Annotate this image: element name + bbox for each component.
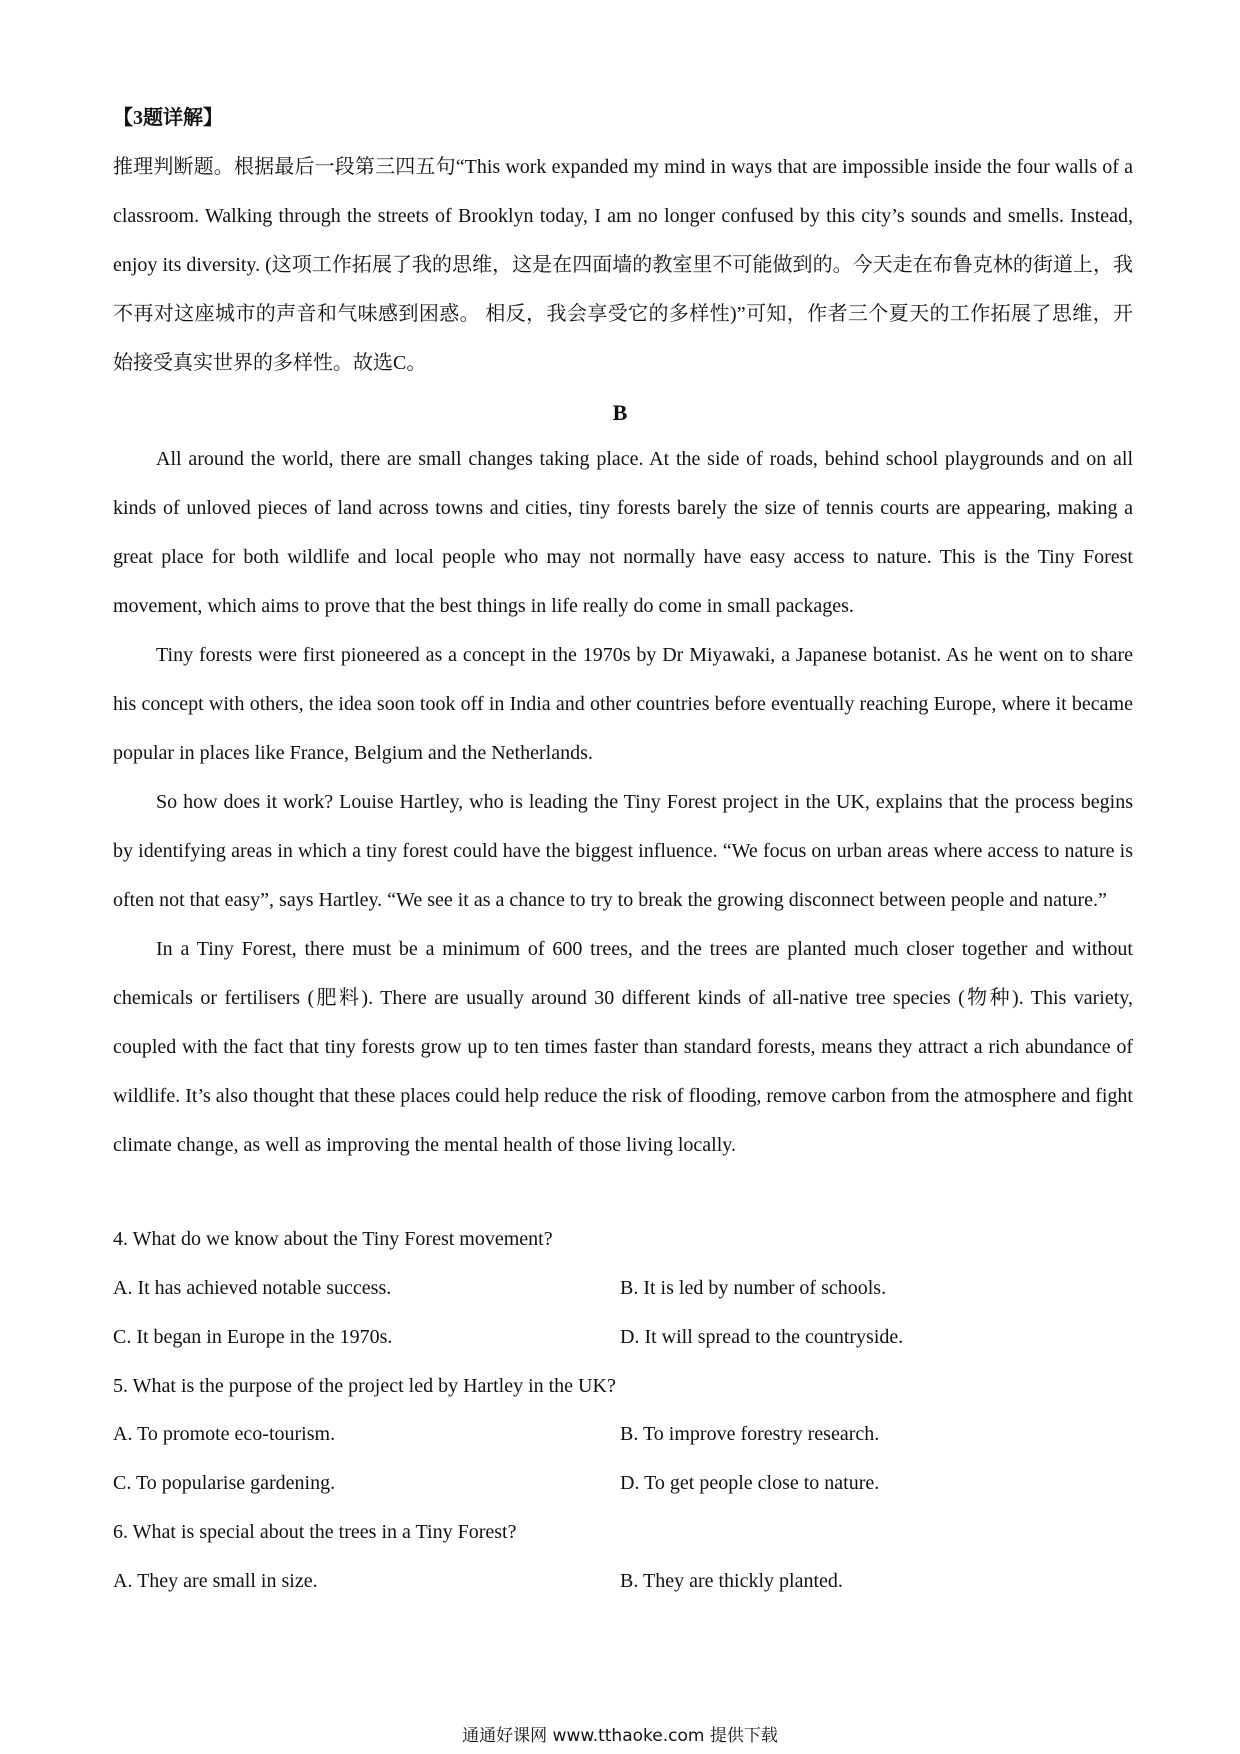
explanation-text: 推理判断题。根据最后一段第三四五句“This work expanded my mind in ways that are impossible inside the four walls of a classroom. Walking through the streets of Brooklyn today, I am no longer confused by this city’s sounds and smells. Instead, enjoy its diversity. (这项工作拓展了我的思维，这是在四面墙的教室里不可能做到的。今天走在布鲁克林的街道上，我不再对这座城市的声音和气味感到困惑。 相反，我会享受它的多样性)”可知，作者三个夏天的工作拓展了思维，开始接受真实世界的多样性。故选C。 [113, 156, 1133, 374]
question-6-option-a: A. They are small in size. [113, 1570, 318, 1592]
explanation-block [113, 143, 1133, 388]
question-4-option-b: B. It is led by number of schools. [620, 1277, 887, 1299]
question-4-option-a: A. It has achieved notable success. [113, 1277, 392, 1299]
question-4-stem: 4. What do we know about the Tiny Forest movement? [113, 1228, 553, 1250]
question-5-option-b: B. To improve forestry research. [620, 1423, 880, 1445]
passage-paragraph-3: So how does it work? Louise Hartley, who is leading the Tiny Forest project in the UK, explains that the process begins by identifying areas in which a tiny forest could have the biggest influence. “We focus on urban areas where access to nature is often not that easy”, says Hartley. “We see it as a chance to try to break the growing disconnect between people and nature.” [113, 791, 1133, 911]
passage-b [113, 435, 1133, 1170]
question-5-stem: 5. What is the purpose of the project led by Hartley in the UK? [113, 1375, 616, 1397]
passage-paragraph-4: In a Tiny Forest, there must be a minimum of 600 trees, and the trees are planted much closer together and without chemicals or fertilisers (肥料). There are usually around 30 different kinds of all-native tree species (物种). This variety, coupled with the fact that tiny forests grow up to ten times faster than standard forests, means they attract a rich abundance of wildlife. It’s also thought that these places could help reduce the risk of flooding, remove carbon from the atmosphere and fight climate change, as well as improving the mental health of those living locally. [113, 938, 1133, 1156]
section-title: B [612, 400, 628, 425]
question-5-option-a: A. To promote eco-tourism. [113, 1423, 336, 1445]
question-4-option-d: D. It will spread to the countryside. [620, 1326, 904, 1348]
explanation-tag: 【3题详解】 [113, 107, 223, 129]
passage-paragraph-2: Tiny forests were first pioneered as a concept in the 1970s by Dr Miyawaki, a Japanese botanist. As he went on to share his concept with others, the idea soon took off in India and other countries before eventually reaching Europe, where it became popular in places like France, Belgium and the Netherlands. [113, 644, 1133, 764]
question-5-option-c: C. To popularise gardening. [113, 1472, 336, 1494]
question-6-option-b: B. They are thickly planted. [620, 1570, 843, 1592]
question-6-stem: 6. What is special about the trees in a Tiny Forest? [113, 1521, 517, 1543]
page-footer: 通通好课网 www.tthaoke.com 提供下载 [462, 1726, 778, 1746]
passage-paragraph-1: All around the world, there are small changes taking place. At the side of roads, behind school playgrounds and on all kinds of unloved pieces of land across towns and cities, tiny forests barely the size of tennis courts are appearing, making a great place for both wildlife and local people who may not normally have easy access to nature. This is the Tiny Forest movement, which aims to prove that the best things in life really do come in small packages. [113, 448, 1133, 617]
question-4-option-c: C. It began in Europe in the 1970s. [113, 1326, 393, 1348]
question-5-option-d: D. To get people close to nature. [620, 1472, 880, 1494]
